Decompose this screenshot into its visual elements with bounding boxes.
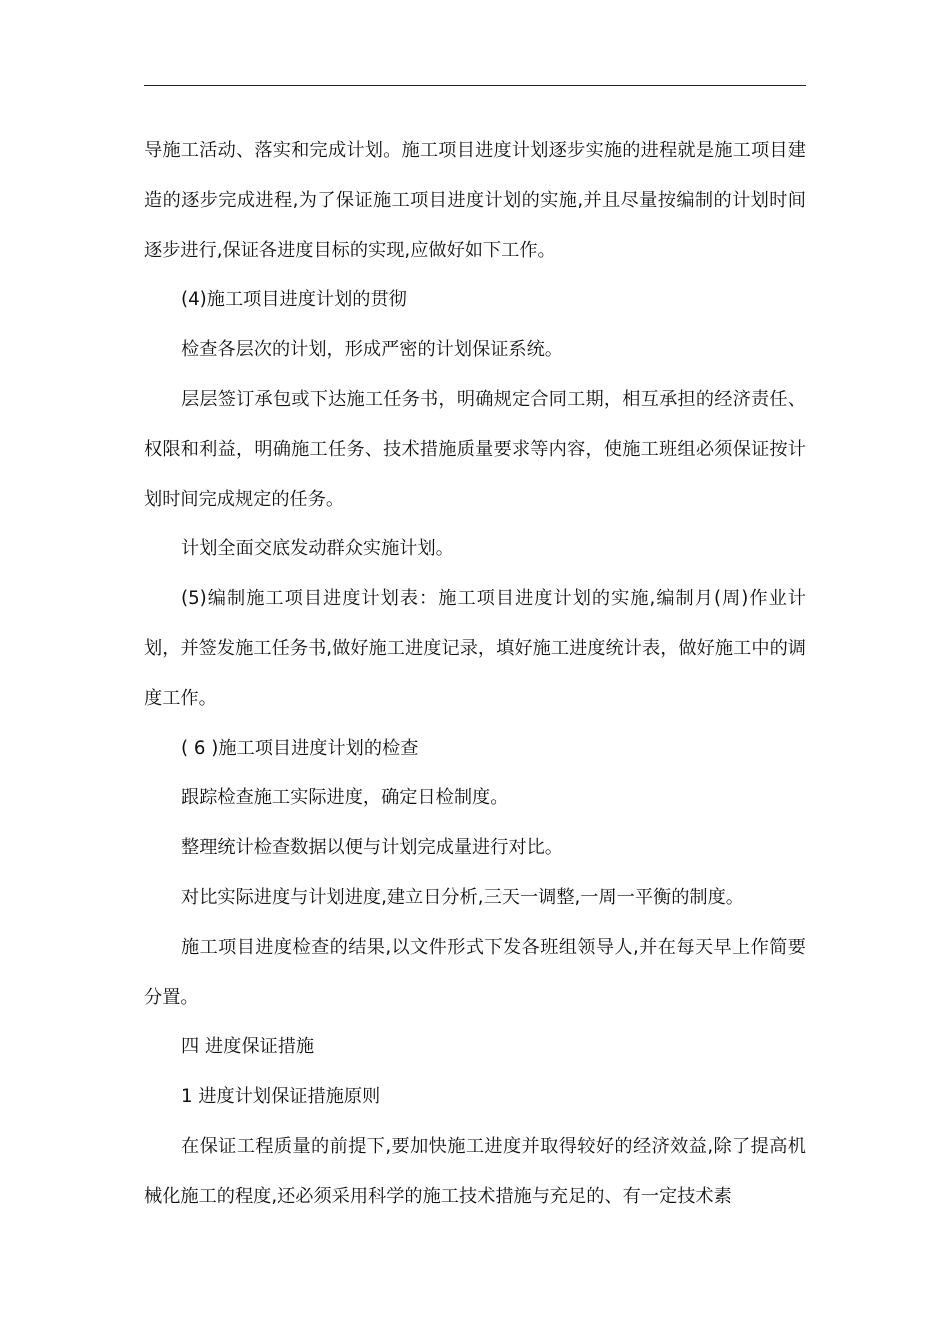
paragraph-13: 1 进度计划保证措施原则 — [181, 1086, 381, 1108]
paragraph-8: 跟踪检查施工实际进度，确定日检制度。 — [181, 787, 509, 809]
paragraph-3: 检查各层次的计划，形成严密的计划保证系统。 — [181, 339, 563, 361]
paragraph-14: 在保证工程质量的前提下,要加快施工进度并取得较好的经济效益,除了提高机械化施工的程度,还必须采用科学的施工技术措施与充足的、有一定技术素 — [144, 1135, 806, 1207]
paragraph-12: 四 进度保证措施 — [181, 1036, 315, 1058]
paragraph-9: 整理统计检查数据以便与计划完成量进行对比。 — [181, 837, 563, 859]
body-text — [144, 126, 806, 1222]
header-rule — [144, 85, 806, 86]
paragraph-2: (4)施工项目进度计划的贯彻 — [181, 289, 407, 311]
paragraph-7: ( 6 )施工项目进度计划的检查 — [181, 737, 419, 759]
paragraph-11: 施工项目进度检查的结果,以文件形式下发各班组领导人,并在每天早上作简要分置。 — [144, 936, 806, 1008]
paragraph-5: 计划全面交底发动群众实施计划。 — [181, 538, 454, 560]
paragraph-6: (5)编制施工项目进度计划表：施工项目进度计划的实施,编制月(周)作业计划，并签发施工任务书,做好施工进度记录，填好施工进度统计表，做好施工中的调度工作。 — [144, 588, 806, 709]
paragraph-10: 对比实际进度与计划进度,建立日分析,三天一调整,一周一平衡的制度。 — [181, 886, 744, 908]
paragraph-4: 层层签订承包或下达施工任务书，明确规定合同工期，相互承担的经济责任、权限和利益，明确施工任务、技术措施质量要求等内容，使施工班组必须保证按计划时间完成规定的任务。 — [144, 388, 806, 510]
paragraph-1: 导施工活动、落实和完成计划。施工项目进度计划逐步实施的进程就是施工项目建造的逐步完成进程,为了保证施工项目进度计划的实施,并且尽量按编制的计划时间逐步进行,保证各进度目标的实现,应做好如下工作。 — [144, 140, 806, 261]
